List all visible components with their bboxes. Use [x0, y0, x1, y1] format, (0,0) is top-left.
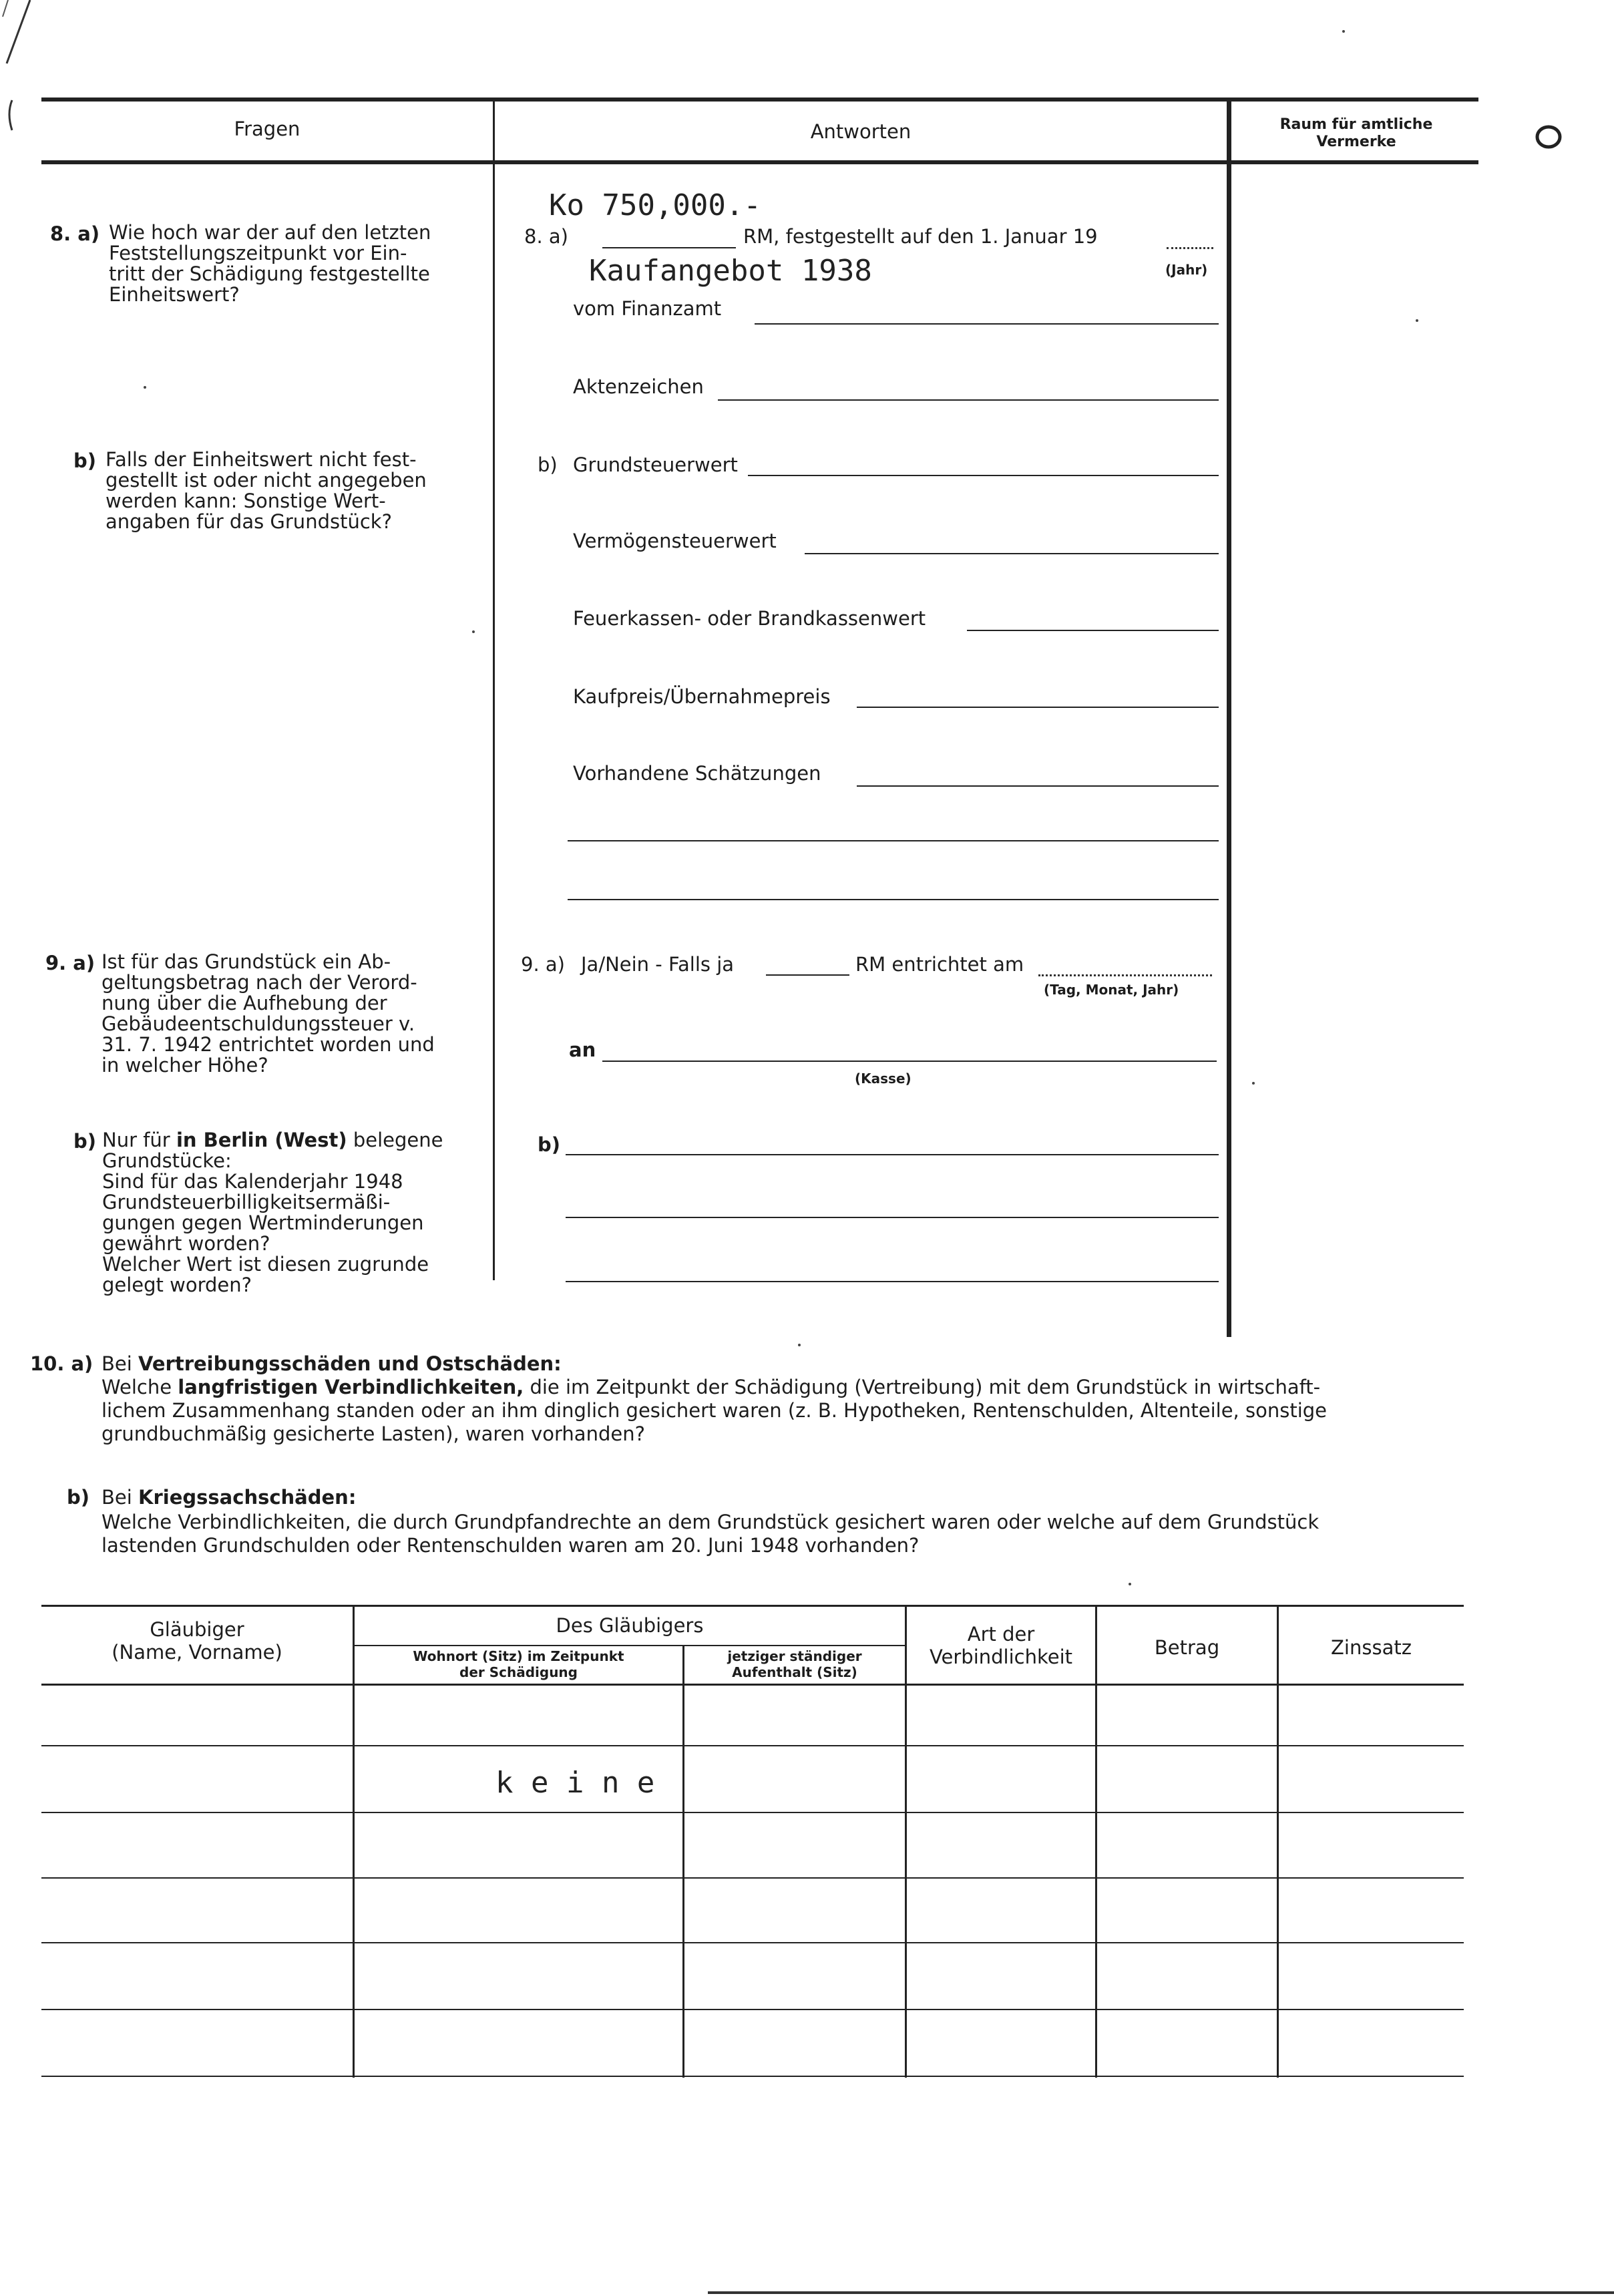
q9a-date-hint: (Tag, Monat, Jahr): [1044, 982, 1179, 998]
q8a-typed-note: Kaufangebot 1938: [589, 254, 872, 288]
q8a-number: 8. a): [50, 222, 100, 245]
table-col-divider-5: [1277, 1605, 1279, 2078]
q10a-text-line-1: Welche langfristigen Verbindlichkeiten, die im Zeitpunkt der Schädigung (Vertreibung) mit dem Grundstück in wirtschaft-: [102, 1376, 1321, 1398]
q8b-answer-label: b): [538, 453, 558, 476]
q8a-rm-label: RM, festgestellt auf den 1. Januar 19: [743, 225, 1098, 248]
scan-speck: [144, 386, 146, 389]
q8b-wealth-tax-label: Vermögensteuerwert: [573, 530, 777, 552]
scan-speck: [472, 630, 475, 633]
header-bottom-rule: [41, 160, 1478, 164]
q8a-year-field[interactable]: [1167, 247, 1213, 249]
q10b-text-line-2: lastenden Grundschulden oder Rentenschulden waren am 20. Juni 1948 vorhanden?: [102, 1534, 920, 1557]
table-header-residence-now: jetziger ständiger Aufenthalt (Sitz): [727, 1648, 862, 1680]
q9a-cash-office-field[interactable]: [602, 1061, 1217, 1062]
table-row-rule-1: [41, 1745, 1464, 1746]
table-row-rule-5: [41, 2009, 1464, 2010]
q10a-text-line-3: grundbuchmäßig gesicherte Lasten), waren vorhanden?: [102, 1422, 645, 1445]
scan-speck: [1252, 1082, 1255, 1085]
q9a-question: Ist für das Grundstück ein Ab- geltungsbetrag nach der Verord- nung über die Aufhebung der Gebäudeentschuldungssteuer v. 31. 7. 1942 entrichtet worden und in welcher Höhe?: [102, 950, 435, 1077]
table-header-type: Art der Verbindlichkeit: [929, 1623, 1073, 1668]
q8a-year-hint: (Jahr): [1165, 262, 1208, 278]
q8a-question: Wie hoch war der auf den letzten Feststellungszeitpunkt vor Ein- tritt der Schädigung festgestellte Einheitswert?: [109, 221, 431, 306]
table-row-rule-2: [41, 1812, 1464, 1813]
q9a-answer-label: 9. a): [521, 953, 565, 976]
table-top-rule: [41, 1605, 1464, 1607]
q8b-fire-insurance-field[interactable]: [967, 630, 1219, 631]
table-header-group: Des Gläubigers: [556, 1614, 704, 1637]
column-header-official-notes: Raum für amtliche Vermerke: [1279, 116, 1433, 150]
header-top-rule: [41, 98, 1478, 102]
q8b-fire-insurance-label: Feuerkassen- oder Brandkassenwert: [573, 607, 926, 630]
q10a-number: 10. a): [30, 1352, 93, 1375]
scan-speck: [1416, 319, 1418, 322]
q8b-number: b): [73, 449, 97, 472]
scan-speck: [1129, 1583, 1131, 1585]
q9b-answer-field-2[interactable]: [566, 1217, 1219, 1218]
scan-speck: [798, 1344, 801, 1346]
table-typed-entry: k e i n e: [495, 1766, 655, 1800]
q9a-paid-on-label: RM entrichtet am: [855, 953, 1024, 976]
table-row-rule-4: [41, 1942, 1464, 1943]
q10b-heading: Bei Kriegssachschäden:: [102, 1486, 357, 1509]
page-bottom-rule: [708, 2291, 1614, 2294]
table-header-residence-then: Wohnort (Sitz) im Zeitpunkt der Schädigung: [413, 1648, 624, 1680]
hole-punch-mark: [1533, 122, 1564, 152]
table-row-rule-6: [41, 2076, 1464, 2077]
q10a-heading: Bei Vertreibungsschäden und Ostschäden:: [102, 1352, 562, 1375]
header-divider-questions: [493, 102, 495, 1280]
q10b-number: b): [67, 1486, 90, 1509]
q8b-land-tax-label: Grundsteuerwert: [573, 453, 738, 476]
q9a-number: 9. a): [45, 952, 95, 974]
table-col-divider-4: [1095, 1605, 1097, 2078]
table-header-interest: Zinssatz: [1331, 1636, 1412, 1659]
q9b-answer-field-3[interactable]: [566, 1281, 1219, 1282]
q9b-number: b): [73, 1130, 97, 1153]
corner-pencil-marks: [0, 0, 53, 134]
q8a-file-number-label: Aktenzeichen: [573, 375, 704, 398]
q9b-answer-field-1[interactable]: [566, 1154, 1219, 1155]
q9b-question: Nur für in Berlin (West) belegene Grundstücke: Sind für das Kalenderjahr 1948 Grundsteuerbilligkeitsermäßi- gungen gegen Wertminderungen gewährt worden? Welcher Wert ist diesen zugrunde gelegt worden?: [102, 1129, 443, 1296]
q8b-estimates-field-1[interactable]: [857, 785, 1219, 787]
column-header-questions: Fragen: [234, 118, 300, 140]
q8b-estimates-field-2[interactable]: [568, 840, 1219, 841]
table-header-rule: [41, 1684, 1464, 1686]
q8b-estimates-label: Vorhandene Schätzungen: [573, 762, 821, 785]
table-col-divider-2: [682, 1645, 684, 2078]
q8a-answer-label: 8. a): [524, 225, 568, 248]
q9a-at-label: an: [569, 1038, 596, 1061]
q8b-purchase-price-label: Kaufpreis/Übernahmepreis: [573, 685, 831, 708]
column-header-answers: Antworten: [810, 120, 912, 143]
q8b-purchase-price-field[interactable]: [857, 707, 1219, 708]
q8a-typed-value: Ko 750,000.-: [549, 188, 761, 222]
table-group-rule: [353, 1645, 905, 1646]
table-row-rule-3: [41, 1877, 1464, 1879]
q8b-land-tax-field[interactable]: [748, 475, 1219, 476]
table-col-divider-3: [905, 1605, 907, 2078]
q8b-wealth-tax-field[interactable]: [805, 553, 1219, 554]
table-header-amount: Betrag: [1154, 1636, 1220, 1659]
q8b-question: Falls der Einheitswert nicht fest- gestellt ist oder nicht angegeben werden kann: Sonstige Wert- angaben für das Grundstück?: [106, 448, 427, 533]
q10a-text-line-2: lichem Zusammenhang standen oder an ihm dinglich gesichert waren (z. B. Hypotheken, Rentenschulden, Altenteile, sonstige: [102, 1399, 1328, 1422]
q9a-cash-office-hint: (Kasse): [855, 1071, 912, 1087]
q10b-text-line-1: Welche Verbindlichkeiten, die durch Grundpfandrechte an dem Grundstück gesichert waren oder welche auf dem Grundstück: [102, 1511, 1320, 1533]
q9a-yes-no-label: Ja/Nein - Falls ja: [581, 953, 735, 976]
q9a-date-field[interactable]: [1038, 974, 1212, 976]
header-divider-notes: [1227, 102, 1231, 1337]
scan-speck: [1342, 30, 1345, 33]
q8a-amount-field[interactable]: [602, 247, 736, 248]
q8a-file-number-field[interactable]: [718, 399, 1219, 401]
q8a-tax-office-label: vom Finanzamt: [573, 297, 722, 320]
table-header-creditor: Gläubiger (Name, Vorname): [112, 1618, 282, 1664]
q9b-answer-label: b): [538, 1133, 561, 1156]
q8b-estimates-field-3[interactable]: [568, 899, 1219, 900]
q9a-amount-field[interactable]: [766, 974, 849, 976]
q8a-tax-office-field[interactable]: [755, 323, 1219, 325]
